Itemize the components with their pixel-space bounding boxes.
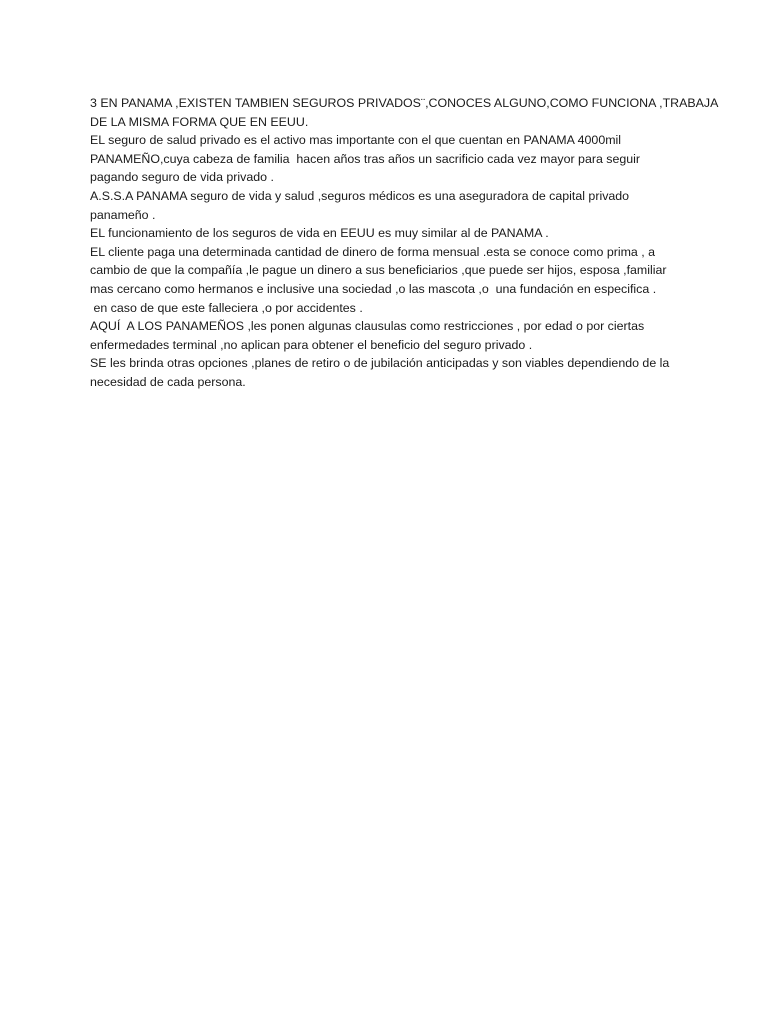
text-line: DE LA MISMA FORMA QUE EN EEUU. bbox=[90, 114, 309, 129]
text-line: en caso de que este falleciera ,o por accidentes . bbox=[90, 300, 363, 315]
text-line: enfermedades terminal ,no aplican para obtener el beneficio del seguro privado . bbox=[90, 337, 533, 352]
text-line: A.S.S.A PANAMA seguro de vida y salud ,seguros médicos es una aseguradora de capital privado bbox=[90, 188, 630, 203]
text-line: panameño . bbox=[90, 207, 156, 222]
text-line: EL seguro de salud privado es el activo mas importante con el que cuentan en PANAMA 4000mil bbox=[90, 133, 622, 148]
text-line: EL cliente paga una determinada cantidad de dinero de forma mensual .esta se conoce como prima , a bbox=[90, 244, 656, 259]
document-body bbox=[90, 94, 719, 392]
text-line: SE les brinda otras opciones ,planes de retiro o de jubilación anticipadas y son viables dependiendo de la bbox=[90, 356, 670, 371]
text-line: EL funcionamiento de los seguros de vida en EEUU es muy similar al de PANAMA . bbox=[90, 226, 549, 241]
text-line: 3 EN PANAMA ,EXISTEN TAMBIEN SEGUROS PRIVADOS¨,CONOCES ALGUNO,COMO FUNCIONA ,TRABAJA bbox=[90, 96, 719, 110]
text-line: pagando seguro de vida privado . bbox=[90, 170, 274, 185]
text-line: cambio de que la compañía ,le pague un dinero a sus beneficiarios ,que puede ser hijos, esposa ,familiar bbox=[90, 263, 667, 278]
text-line: PANAMEÑO,cuya cabeza de familia hacen años tras años un sacrificio cada vez mayor para seguir bbox=[90, 151, 641, 166]
text-line: mas cercano como hermanos e inclusive una sociedad ,o las mascota ,o una fundación en especifica . bbox=[90, 281, 657, 296]
text-line: necesidad de cada persona. bbox=[90, 374, 246, 389]
text-line: AQUÍ A LOS PANAMEÑOS ,les ponen algunas clausulas como restricciones , por edad o por ciertas bbox=[90, 319, 645, 334]
